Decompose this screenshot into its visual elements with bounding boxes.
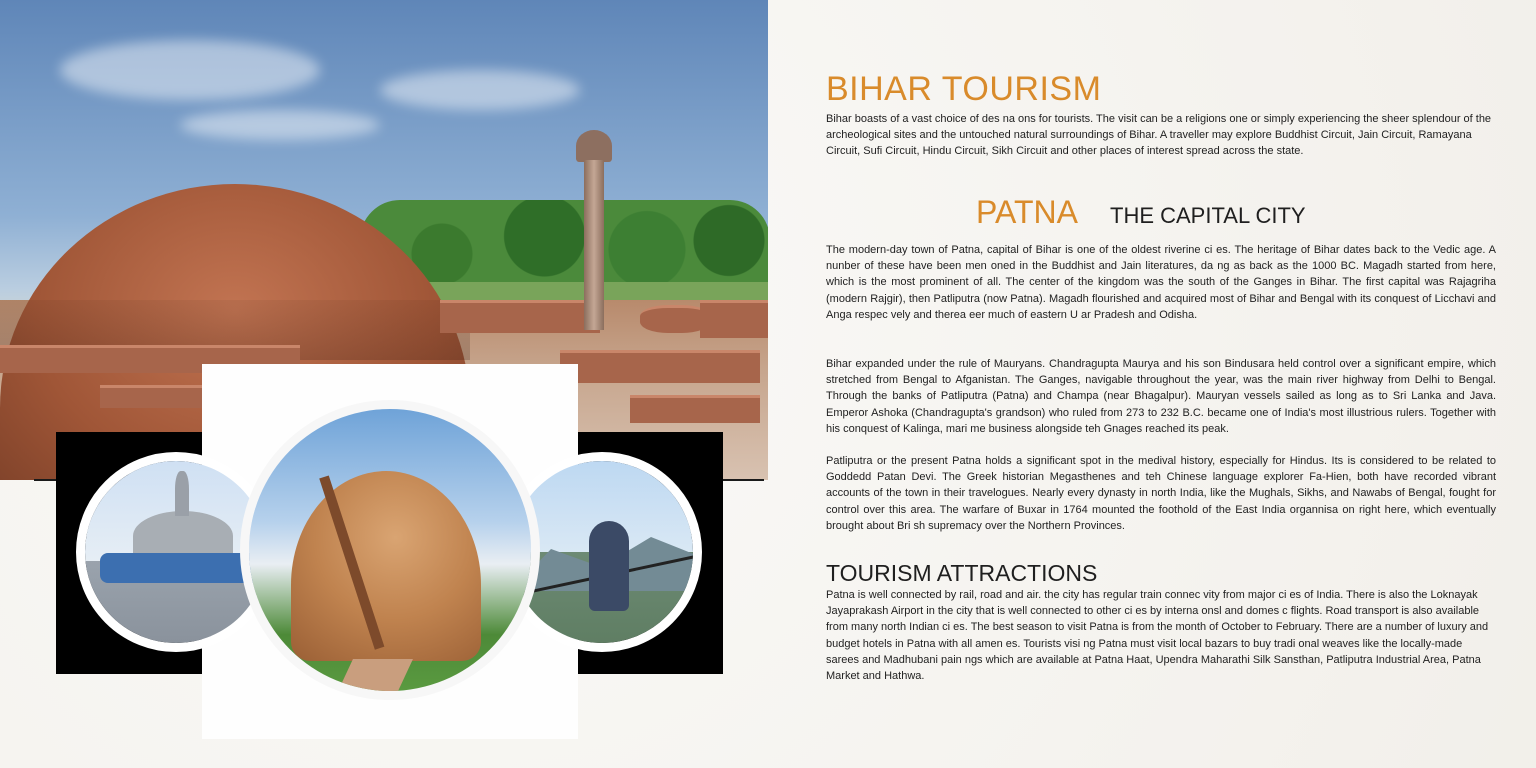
page-title: BIHAR TOURISM [826, 70, 1102, 108]
lion-capital [576, 130, 612, 162]
golghar-photo [240, 400, 540, 700]
patna-paragraph: Bihar expanded under the rule of Mauryans. Chandragupta Maurya and his son Bindusara held control over a significant empire, which stretched from Bengal to Afganistan. The Ganges, navigable throughout the year, was the main river highway from Delhi to Bengal. Through the banks of Patliputra (Patna) and Champa (near Bhagalpur). Mauryan vessels sailed as long as to Sri Lanka and Java. Emperor Ashoka (Chandragupta's grandson) who ruled from 273 to 232 B.C. became one of India's most illustrious rulers. Together with his conquest of Kalinga, mari me business alongside teh Gnages reached its peak. [826, 358, 1496, 435]
section-title-patna: PATNA [976, 194, 1078, 230]
patna-paragraph: The modern-day town of Patna, capital of Bihar is one of the oldest riverine ci es. The heritage of Bihar dates back to the Vedic age. A nunber of these have been men oned in the Buddhist and Jain literatures, da ng as back as the 1000 BC. Magadh started from here, which is the most prominent of all. The center of the kingdom was the south of the Ganges in Bihar. The first capital was Rajagriha (modern Rajgir), then Patliputra (now Patna). Magadh flourished and acquired most of Bihar and Bengal with its conquest of Licchavi and Anga respec vely and therea eer much of eastern U ar Pradesh and Odisha. [826, 244, 1496, 321]
attractions-paragraph: Patna is well connected by rail, road and air. the city has regular train connec vity from major ci es of India. There is also the Loknayak Jayaprakash Airport in the city that is well connected to other ci es by interna onsl and domes c flights. Road transport is also available from many north Indian ci es. The best season to visit Patna is from the month of October to February. There are a number of luxury and budget hotels in Patna with all amen es. Tourists visi ng Patna must visit local bazars to buy tradi onal weaves like the locally-made sarees and Madhubani pain ngs which are available at Patna Haat, Upendra Maharathi Silk Sansthan, Patliputra Industrial Area, Patna Market and Hathwa. [826, 589, 1489, 683]
ashoka-pillar [584, 160, 604, 330]
patna-paragraph: Patliputra or the present Patna holds a significant spot in the medival history, especially for Hindus. Its is considered to be related to Goddedd Patan Devi. The Greek historian Megasthenes and teh Chinese language explorer Fa-Hien, both have recorded vibrant accounts of the town in their travelogues. Nearly every dynasty in north India, like the Mughals, Sikhs, and Nawabs of Bengal, fought for control over this area. The warfare of Buxar in 1764 mounted the foothold of the East India organnisa on right here, which eventually brought about Bri sh supremacy over the Northern Provinces. [826, 455, 1496, 532]
intro-paragraph: Bihar boasts of a vast choice of des na ons for tourists. The visit can be a religions one or simply experiencing the sheer splendour of the archeological sites and the untouched natural surroundings of Bihar. A traveller may explore Buddhist Circuit, Jain Circuit, Ramayana Circuit, Sufi Circuit, Hindu Circuit, Sikh Circuit and other places of interest spread across the state. [826, 113, 1492, 158]
section-subtitle: THE CAPITAL CITY [1110, 203, 1306, 228]
section-title-attractions: TOURISM ATTRACTIONS [826, 560, 1098, 586]
